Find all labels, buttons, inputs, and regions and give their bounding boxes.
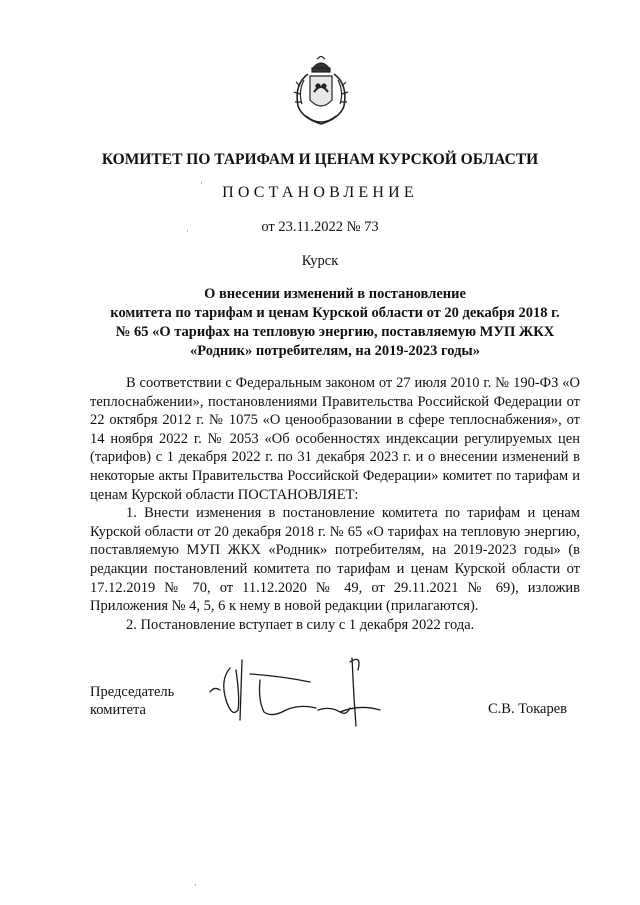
subject-line: О внесении изменений в постановление [204, 286, 466, 302]
coat-of-arms-icon [288, 56, 354, 130]
scan-speck: · [200, 178, 203, 188]
subject-line: № 65 «О тарифах на тепловую энергию, поставляемую МУП ЖКХ [115, 324, 555, 340]
signatory-name: С.В. Токарев [488, 701, 568, 717]
signatory-position [90, 683, 174, 719]
document-subject [90, 285, 580, 361]
document-type: ПОСТАНОВЛЕНИЕ [222, 184, 418, 201]
signatory-position-line: комитета [90, 702, 146, 718]
scan-speck: · [194, 880, 197, 890]
resolution-item-1: 1. Внести изменения в постановление комитета по тарифам и ценам Курской области от 20 декабря 2018 г. № 65 «О тарифах на тепловую энергию, поставляемую МУП ЖКХ «Родник» потребителям, на 2019-2023 годы» (в редакции постановлений комитета по тарифам и ценам Курской области от 17.12.2019 № 70, от 11.12.2020 № 49, от 29.11.2021 № 69), изложив Приложения № 4, 5, 6 к нему в новой редакции (прилагаются). [90, 505, 580, 615]
scan-speck: · [186, 226, 189, 236]
subject-line: «Родник» потребителям, на 2019-2023 годы» [190, 343, 480, 359]
handwritten-signature [190, 640, 400, 730]
subject-line: комитета по тарифам и ценам Курской области от 20 декабря 2018 г. [110, 305, 560, 321]
document-date-number: от 23.11.2022 № 73 [261, 219, 379, 235]
preamble-paragraph: В соответствии с Федеральным законом от 27 июля 2010 г. № 190-ФЗ «О теплоснабжении», постановлениями Правительства Российской Федерации от 22 октября 2012 г. № 1075 «О ценообразовании в сфере теплоснабжения», от 14 ноября 2022 г. № 2053 «Об особенностях индексации регулируемых цен (тарифов) с 1 декабря 2022 г. по 31 декабря 2023 г. и о внесении изменений в некоторые акты Правительства Российской Федерации» комитет по тарифам и ценам Курской области ПОСТАНОВЛЯЕТ: [90, 375, 580, 503]
resolution-item-2: 2. Постановление вступает в силу с 1 декабря 2022 года. [126, 616, 475, 633]
signatory-position-line: Председатель [90, 684, 175, 700]
document-city: Курск [301, 253, 339, 269]
organization-title: КОМИТЕТ ПО ТАРИФАМ И ЦЕНАМ КУРСКОЙ ОБЛАСТИ [101, 151, 539, 168]
document-body [90, 374, 580, 634]
